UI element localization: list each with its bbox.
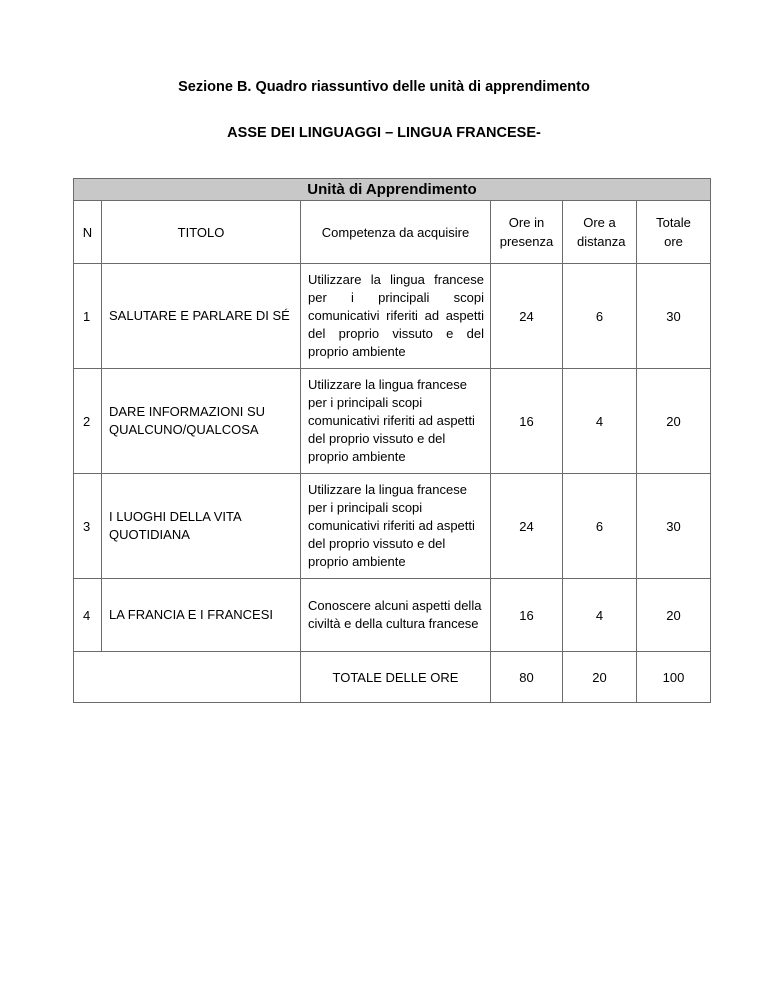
totals-ore-distanza: 20 xyxy=(563,652,637,703)
row-competenza: Utilizzare la lingua francese per i principali scopi comunicativi riferiti ad aspetti del proprio vissuto e del proprio ambiente xyxy=(301,474,491,579)
table-band-row xyxy=(74,179,711,201)
row-competenza: Utilizzare la lingua francese per i principali scopi comunicativi riferiti ad aspetti del proprio vissuto e del proprio ambiente xyxy=(301,264,491,369)
header-n: N xyxy=(74,201,102,264)
row-ore-presenza: 24 xyxy=(491,264,563,369)
header-titolo: TITOLO xyxy=(102,201,301,264)
row-number: 4 xyxy=(74,579,102,652)
row-ore-distanza: 6 xyxy=(563,474,637,579)
row-ore-presenza: 24 xyxy=(491,474,563,579)
row-ore-distanza: 4 xyxy=(563,579,637,652)
table-band-title: Unità di Apprendimento xyxy=(74,179,711,201)
row-number: 1 xyxy=(74,264,102,369)
table-row xyxy=(74,579,711,652)
totals-row xyxy=(74,652,711,703)
row-totale-ore: 30 xyxy=(637,264,711,369)
header-competenza: Competenza da acquisire xyxy=(301,201,491,264)
table-row xyxy=(74,474,711,579)
header-totale-ore: Totale ore xyxy=(637,201,711,264)
row-ore-presenza: 16 xyxy=(491,369,563,474)
row-totale-ore: 30 xyxy=(637,474,711,579)
totals-label: TOTALE DELLE ORE xyxy=(301,652,491,703)
row-titolo: DARE INFORMAZIONI SU QUALCUNO/QUALCOSA xyxy=(102,369,301,474)
row-ore-distanza: 4 xyxy=(563,369,637,474)
column-header-row xyxy=(74,201,711,264)
totals-empty-cell xyxy=(74,652,301,703)
totals-totale-ore: 100 xyxy=(637,652,711,703)
row-competenza: Utilizzare la lingua francese per i principali scopi comunicativi riferiti ad aspetti del proprio vissuto e del proprio ambiente xyxy=(301,369,491,474)
table-row xyxy=(74,264,711,369)
row-number: 2 xyxy=(74,369,102,474)
units-table xyxy=(73,178,711,703)
subject-title: ASSE DEI LINGUAGGI – LINGUA FRANCESE- xyxy=(227,125,541,141)
row-titolo: LA FRANCIA E I FRANCESI xyxy=(102,579,301,652)
row-totale-ore: 20 xyxy=(637,369,711,474)
row-ore-distanza: 6 xyxy=(563,264,637,369)
section-title: Sezione B. Quadro riassuntivo delle unità di apprendimento xyxy=(178,79,590,95)
row-titolo: SALUTARE E PARLARE DI SÉ xyxy=(102,264,301,369)
row-competenza: Conoscere alcuni aspetti della civiltà e della cultura francese xyxy=(301,579,491,652)
table-row xyxy=(74,369,711,474)
row-number: 3 xyxy=(74,474,102,579)
header-ore-presenza: Ore in presenza xyxy=(491,201,563,264)
totals-ore-presenza: 80 xyxy=(491,652,563,703)
row-ore-presenza: 16 xyxy=(491,579,563,652)
header-ore-distanza: Ore a distanza xyxy=(563,201,637,264)
row-totale-ore: 20 xyxy=(637,579,711,652)
row-titolo: I LUOGHI DELLA VITA QUOTIDIANA xyxy=(102,474,301,579)
